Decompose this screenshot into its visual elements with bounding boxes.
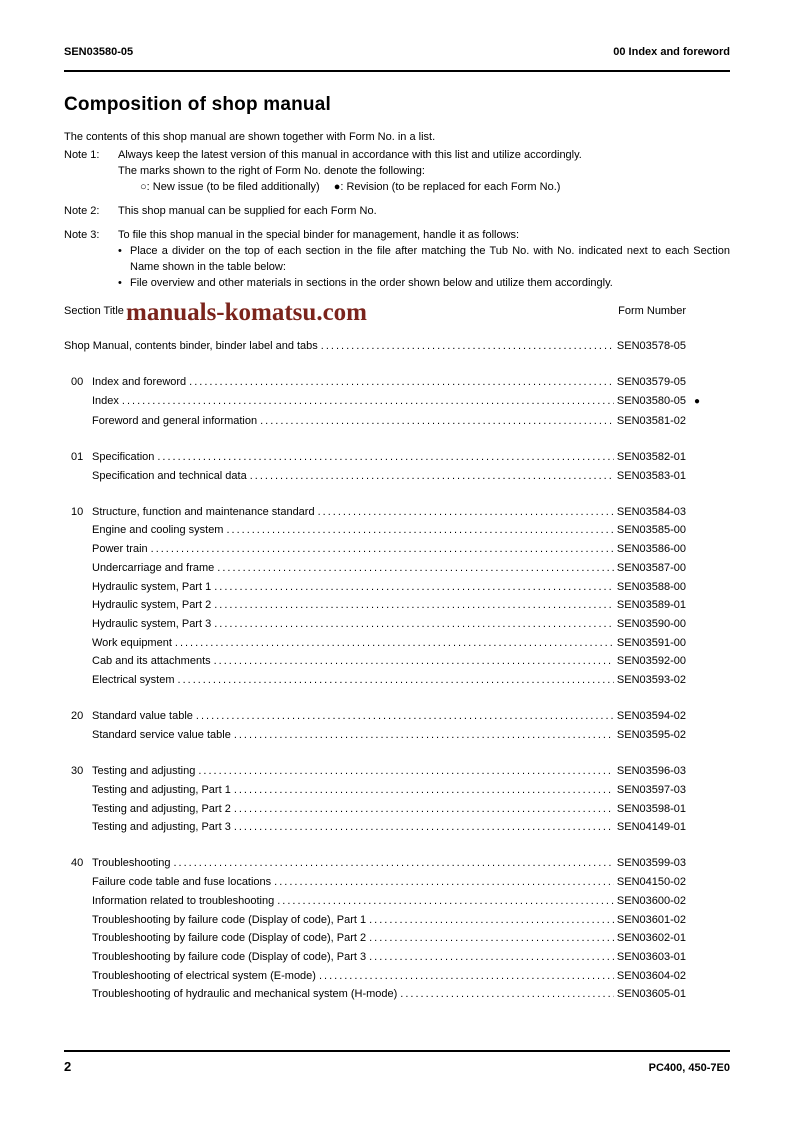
table-row [64,929,730,948]
dot-leader [277,892,614,911]
column-header-form-number: Form Number [618,305,686,317]
row-title: Standard value table [92,710,193,723]
table-row [64,762,730,781]
table-row [64,559,730,578]
row-form-number: SEN03583-01 [616,469,686,482]
table-row [64,873,730,892]
bullet-1-text: Place a divider on the top of each section in the file after matching the Tub No. with No. indicated next to each Section Name shown in the table below: [130,245,730,273]
note-1-body [118,147,730,195]
row-title: Failure code table and fuse locations [92,876,272,889]
row-title: Testing and adjusting, Part 1 [92,783,231,796]
intro-text: The contents of this shop manual are shown together with Form No. in a list. [64,131,436,143]
table-row [64,818,730,837]
row-title: Structure, function and maintenance standard [92,505,315,518]
note-3-bullet-2 [118,275,730,291]
dot-leader [214,615,614,634]
row-form-number: SEN03598-01 [616,802,686,815]
row-title: Testing and adjusting, Part 3 [92,821,231,834]
note-2 [64,203,730,219]
section-group [64,373,730,430]
row-title: Troubleshooting by failure code (Display of code), Part 3 [92,950,367,963]
dot-leader [151,540,614,559]
dot-leader [318,503,614,522]
new-issue-mark-legend: ○: New issue (to be filed additionally) [140,181,320,193]
table-row [64,615,730,634]
note-2-label: Note 2: [64,205,100,217]
row-form-number: SEN03586-00 [616,543,686,556]
table-row [64,337,730,356]
row-title: Testing and adjusting [92,765,196,778]
row-title: Hydraulic system, Part 3 [92,617,212,630]
page-header [64,46,730,70]
row-form-number: SEN03594-02 [616,710,686,723]
header-rule [64,70,730,72]
section-group [64,707,730,744]
bullet-icon: • [118,245,122,257]
section-group [64,337,730,356]
section-table-header [64,299,730,326]
row-form-number: SEN03597-03 [616,783,686,796]
dot-leader [178,671,614,690]
row-form-number: SEN03605-01 [616,988,686,1001]
table-row [64,578,730,597]
row-title: Troubleshooting of electrical system (E-mode) [92,969,316,982]
revision-mark-legend: ●: Revision (to be replaced for each Form No.) [333,181,561,193]
row-form-number: SEN03589-01 [616,599,686,612]
row-form-number: SEN03578-05 [616,340,686,352]
note-3 [64,227,730,291]
row-form-number: SEN03595-02 [616,728,686,741]
row-form-number: SEN04149-01 [616,821,686,834]
row-form-number: SEN03593-02 [616,674,686,687]
row-title: Undercarriage and frame [92,561,215,574]
row-title: Foreword and general information [92,414,258,427]
note-1-label: Note 1: [64,149,100,161]
row-title: Hydraulic system, Part 1 [92,580,212,593]
header-doc-number: SEN03580-05 [64,46,134,58]
dot-leader [173,854,613,873]
row-title: Standard service value table [92,728,231,741]
row-form-number: SEN03581-02 [616,414,686,427]
table-row [64,800,730,819]
note-1-line-1: Always keep the latest version of this manual in accordance with this list and utilize accordingly. [118,149,582,161]
row-title: Information related to troubleshooting [92,894,275,907]
dot-leader [214,578,614,597]
dot-leader [260,412,614,431]
page-title: Composition of shop manual [64,94,331,115]
row-num: 40 [71,857,84,870]
table-row [64,448,730,467]
header-section-title: 00 Index and foreword [613,46,730,58]
note-3-bullet-1 [118,243,730,275]
dot-leader [369,911,614,930]
table-row [64,967,730,986]
bullet-icon: • [118,277,122,289]
row-title: Index and foreword [92,376,187,389]
dot-leader [122,392,614,411]
row-title: Shop Manual, contents binder, binder label and tabs [64,340,318,352]
section-group [64,448,730,485]
row-title: Work equipment [92,636,172,649]
row-mark: ● [693,395,700,407]
note-3-label: Note 3: [64,229,100,241]
row-form-number: SEN04150-02 [616,876,686,889]
row-form-number: SEN03580-05 [616,394,686,407]
dot-leader [321,337,614,356]
row-form-number: SEN03600-02 [616,894,686,907]
note-3-text: To file this shop manual in the special binder for management, handle it as follows: [118,229,520,241]
row-num: 30 [71,765,84,778]
dot-leader [226,521,613,540]
table-row [64,726,730,745]
row-form-number: SEN03590-00 [616,617,686,630]
row-form-number: SEN03602-01 [616,932,686,945]
dot-leader [319,967,614,986]
dot-leader [369,948,614,967]
table-row [64,854,730,873]
row-title: Troubleshooting [92,857,171,870]
section-group [64,762,730,837]
dot-leader [217,559,614,578]
note-3-body [118,227,730,291]
row-form-number: SEN03603-01 [616,950,686,963]
table-row [64,707,730,726]
page-footer [64,1050,730,1074]
dot-leader [400,985,614,1004]
row-num: 20 [71,710,84,723]
row-form-number: SEN03582-01 [616,450,686,463]
row-form-number: SEN03579-05 [616,376,686,389]
table-row [64,392,730,412]
row-title: Troubleshooting by failure code (Display of code), Part 2 [92,932,367,945]
table-row [64,521,730,540]
row-form-number: SEN03592-00 [616,655,686,668]
table-row [64,634,730,653]
row-form-number: SEN03599-03 [616,857,686,870]
row-title: Electrical system [92,674,175,687]
dot-leader [274,873,614,892]
note-2-body: This shop manual can be supplied for each Form No. [118,205,377,217]
row-title: Power train [92,543,148,556]
row-title: Cab and its attachments [92,655,211,668]
dot-leader [234,781,614,800]
note-1-line-2: The marks shown to the right of Form No. denote the following: [118,165,425,177]
row-title: Hydraulic system, Part 2 [92,599,212,612]
row-title: Testing and adjusting, Part 2 [92,802,231,815]
footer-rule [64,1050,730,1052]
row-form-number: SEN03588-00 [616,580,686,593]
dot-leader [234,818,614,837]
row-form-number: SEN03601-02 [616,913,686,926]
row-title: Troubleshooting by failure code (Display of code), Part 1 [92,913,367,926]
dot-leader [214,596,614,615]
page-number: 2 [64,1059,72,1074]
column-header-section-title: Section Title [64,305,124,317]
table-row [64,652,730,671]
dot-leader [198,762,614,781]
row-title: Troubleshooting of hydraulic and mechanical system (H-mode) [92,988,398,1001]
row-form-number: SEN03587-00 [616,561,686,574]
section-table-body [64,337,730,1004]
row-title: Specification and technical data [92,469,247,482]
section-group [64,503,730,690]
table-row [64,467,730,486]
row-num: 00 [71,376,84,389]
dot-leader [214,652,614,671]
table-row [64,540,730,559]
dot-leader [369,929,614,948]
table-row [64,781,730,800]
section-table [64,299,730,1004]
row-form-number: SEN03591-00 [616,636,686,649]
table-row [64,911,730,930]
footer-row [64,1059,730,1074]
footer-model-number: PC400, 450-7E0 [648,1062,730,1074]
table-row [64,892,730,911]
table-row [64,373,730,392]
row-form-number: SEN03585-00 [616,524,686,537]
table-row [64,596,730,615]
row-title: Specification [92,450,155,463]
dot-leader [189,373,614,392]
dot-leader [196,707,614,726]
table-row [64,412,730,431]
row-form-number: SEN03596-03 [616,765,686,778]
dot-leader [234,800,614,819]
row-title: Index [92,394,119,407]
bullet-2-text: File overview and other materials in sections in the order shown below and utilize them accordingly. [130,277,613,289]
section-group [64,854,730,1004]
table-row [64,671,730,690]
note-1 [64,147,730,195]
watermark: manuals-komatsu.com [126,299,367,326]
table-row [64,948,730,967]
dot-leader [234,726,614,745]
dot-leader [250,467,614,486]
row-num: 10 [71,505,84,518]
row-form-number: SEN03584-03 [616,505,686,518]
row-title: Engine and cooling system [92,524,224,537]
dot-leader [175,634,614,653]
note-1-marks [140,179,730,195]
table-row [64,503,730,522]
row-form-number: SEN03604-02 [616,969,686,982]
dot-leader [157,448,614,467]
table-row [64,985,730,1004]
row-num: 01 [71,450,84,463]
